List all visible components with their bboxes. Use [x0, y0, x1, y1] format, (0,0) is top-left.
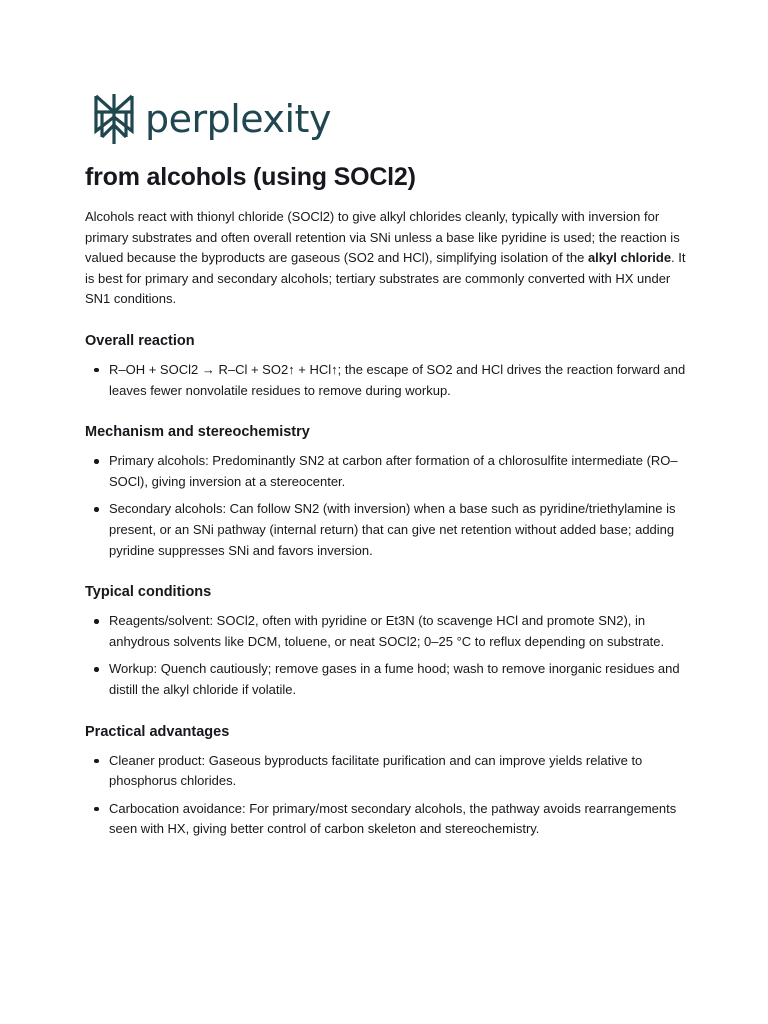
brand-logo	[93, 93, 331, 145]
typical-conditions-list	[85, 611, 690, 700]
intro-text-end: . It is best for primary and secondary alcohols; tertiary substrates are commonly converted with HX under SN1 conditions.	[85, 250, 686, 307]
intro-bold-term: alkyl chloride	[587, 250, 672, 266]
section-heading-typical-conditions: Typical conditions	[85, 584, 212, 601]
main-content	[85, 160, 690, 847]
perplexity-logo-icon	[93, 93, 135, 145]
list-item: Reagents/solvent: SOCl2, often with pyridine or Et3N (to scavenge HCl and promote SN2), in anhydrous solvents like DCM, toluene, or neat SOCl2; 0–25 °C to reflux depending on substrate.	[85, 611, 690, 652]
list-item: R–OH + SOCl2 → R–Cl + SO2↑ + HCl↑; the escape of SO2 and HCl drives the reaction forward and leaves fewer nonvolatile residues to remove during workup.	[85, 360, 690, 401]
list-item: Secondary alcohols: Can follow SN2 (with inversion) when a base such as pyridine/triethylamine is present, or an SNi pathway (internal return) that can give net retention without added base; adding pyridine suppresses SNi and favors inversion.	[85, 499, 690, 561]
intro-text-start: Alcohols react with thionyl chloride (SOCl2) to give alkyl chlorides cleanly, typically with inversion for primary substrates and often overall retention via SNi unless a base like pyridine is used; the reaction is valued because the byproducts are gaseous (SO2 and HCl), simplifying isolation of the	[85, 209, 680, 266]
overall-reaction-list	[85, 360, 690, 401]
practical-advantages-list	[85, 751, 690, 840]
list-item: Primary alcohols: Predominantly SN2 at carbon after formation of a chlorosulfite intermediate (RO–SOCl), giving inversion at a stereocenter.	[85, 451, 690, 492]
intro-paragraph	[85, 207, 690, 310]
page-title: from alcohols (using SOCl2)	[85, 163, 416, 191]
brand-name: perplexity	[145, 97, 331, 141]
list-item: Carbocation avoidance: For primary/most secondary alcohols, the pathway avoids rearrangements seen with HX, giving better control of carbon skeleton and stereochemistry.	[85, 799, 690, 840]
section-heading-overall-reaction: Overall reaction	[85, 332, 195, 349]
list-item: Cleaner product: Gaseous byproducts facilitate purification and can improve yields relative to phosphorus chlorides.	[85, 751, 690, 792]
list-item: Workup: Quench cautiously; remove gases in a fume hood; wash to remove inorganic residues and distill the alkyl chloride if volatile.	[85, 659, 690, 700]
section-heading-practical-advantages: Practical advantages	[85, 723, 230, 740]
mechanism-list	[85, 451, 690, 561]
section-heading-mechanism: Mechanism and stereochemistry	[85, 424, 310, 441]
